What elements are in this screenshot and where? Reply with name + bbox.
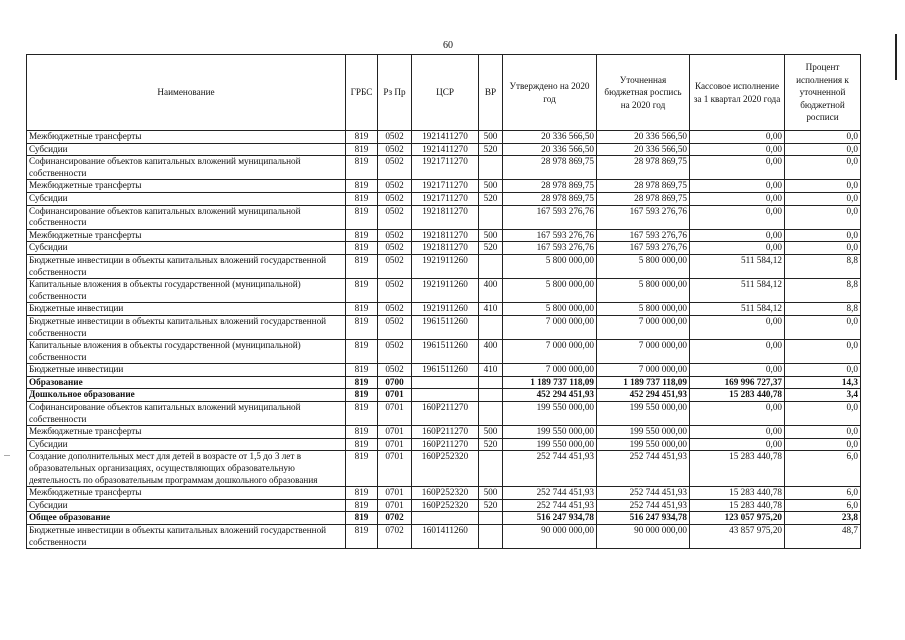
cell-csr: 160P211270 bbox=[412, 426, 479, 439]
cell-cash: 43 857 975,20 bbox=[690, 525, 785, 549]
cell-percent: 0,0 bbox=[785, 402, 861, 426]
cell-percent: 0,0 bbox=[785, 364, 861, 377]
table-row bbox=[27, 143, 861, 156]
table-row bbox=[27, 229, 861, 242]
cell-grbs: 819 bbox=[346, 205, 378, 229]
cell-percent: 0,0 bbox=[785, 205, 861, 229]
cell-rzpr: 0701 bbox=[378, 402, 412, 426]
cell-csr: 1921711270 bbox=[412, 156, 479, 180]
cell-csr: 1921811270 bbox=[412, 229, 479, 242]
cell-cash: 15 283 440,78 bbox=[690, 389, 785, 402]
cell-csr: 160P211270 bbox=[412, 438, 479, 451]
cell-grbs: 819 bbox=[346, 402, 378, 426]
cell-grbs: 819 bbox=[346, 438, 378, 451]
cell-name: Межбюджетные трансферты bbox=[27, 426, 346, 439]
cell-approved: 167 593 276,76 bbox=[503, 205, 597, 229]
cell-refined: 20 336 566,50 bbox=[597, 131, 690, 144]
margin-rule bbox=[895, 34, 897, 80]
cell-percent: 8,8 bbox=[785, 279, 861, 303]
table-row bbox=[27, 487, 861, 500]
cell-percent: 3,4 bbox=[785, 389, 861, 402]
cell-name: Капитальные вложения в объекты государственной (муниципальной) собственности bbox=[27, 279, 346, 303]
cell-rzpr: 0502 bbox=[378, 205, 412, 229]
cell-refined: 90 000 000,00 bbox=[597, 525, 690, 549]
cell-rzpr: 0502 bbox=[378, 340, 412, 364]
cell-approved: 5 800 000,00 bbox=[503, 254, 597, 278]
cell-grbs: 819 bbox=[346, 242, 378, 255]
cell-rzpr: 0700 bbox=[378, 376, 412, 389]
cell-name: Субсидии bbox=[27, 499, 346, 512]
cell-rzpr: 0502 bbox=[378, 143, 412, 156]
cell-percent: 14,3 bbox=[785, 376, 861, 389]
cell-vr: 520 bbox=[479, 242, 503, 255]
cell-vr: 500 bbox=[479, 487, 503, 500]
cell-vr: 500 bbox=[479, 229, 503, 242]
cell-rzpr: 0502 bbox=[378, 254, 412, 278]
cell-cash: 0,00 bbox=[690, 180, 785, 193]
cell-rzpr: 0701 bbox=[378, 451, 412, 487]
table-row bbox=[27, 242, 861, 255]
cell-csr bbox=[412, 512, 479, 525]
cell-grbs: 819 bbox=[346, 279, 378, 303]
table-row bbox=[27, 364, 861, 377]
cell-cash: 123 057 975,20 bbox=[690, 512, 785, 525]
cell-vr bbox=[479, 156, 503, 180]
table-row bbox=[27, 402, 861, 426]
cell-percent: 0,0 bbox=[785, 340, 861, 364]
header-refined: Уточненная бюджетная роспись на 2020 год bbox=[597, 55, 690, 131]
cell-cash: 0,00 bbox=[690, 426, 785, 439]
cell-name: Бюджетные инвестиции bbox=[27, 364, 346, 377]
cell-approved: 7 000 000,00 bbox=[503, 340, 597, 364]
cell-approved: 167 593 276,76 bbox=[503, 242, 597, 255]
cell-percent: 48,7 bbox=[785, 525, 861, 549]
cell-grbs: 819 bbox=[346, 499, 378, 512]
cell-cash: 0,00 bbox=[690, 364, 785, 377]
cell-approved: 7 000 000,00 bbox=[503, 364, 597, 377]
cell-rzpr: 0701 bbox=[378, 426, 412, 439]
cell-vr bbox=[479, 402, 503, 426]
cell-cash: 0,00 bbox=[690, 242, 785, 255]
table-row bbox=[27, 254, 861, 278]
cell-percent: 0,0 bbox=[785, 438, 861, 451]
cell-grbs: 819 bbox=[346, 376, 378, 389]
table-row bbox=[27, 426, 861, 439]
cell-grbs: 819 bbox=[346, 254, 378, 278]
table-row bbox=[27, 525, 861, 549]
cell-vr bbox=[479, 315, 503, 339]
cell-vr bbox=[479, 254, 503, 278]
cell-csr: 160P211270 bbox=[412, 402, 479, 426]
table-row bbox=[27, 131, 861, 144]
cell-name: Софинансирование объектов капитальных вложений муниципальной собственности bbox=[27, 402, 346, 426]
table-row bbox=[27, 376, 861, 389]
cell-name: Субсидии bbox=[27, 242, 346, 255]
cell-name: Бюджетные инвестиции в объекты капитальных вложений государственной собственности bbox=[27, 254, 346, 278]
cell-cash: 511 584,12 bbox=[690, 254, 785, 278]
cell-refined: 7 000 000,00 bbox=[597, 340, 690, 364]
header-rzpr: Рз Пр bbox=[378, 55, 412, 131]
table-body bbox=[27, 131, 861, 549]
cell-percent: 6,0 bbox=[785, 487, 861, 500]
cell-rzpr: 0701 bbox=[378, 499, 412, 512]
cell-vr bbox=[479, 525, 503, 549]
cell-csr: 1921711270 bbox=[412, 192, 479, 205]
cell-vr: 500 bbox=[479, 131, 503, 144]
cell-cash: 511 584,12 bbox=[690, 303, 785, 316]
cell-rzpr: 0701 bbox=[378, 389, 412, 402]
table-row bbox=[27, 499, 861, 512]
cell-name: Бюджетные инвестиции в объекты капитальных вложений государственной собственности bbox=[27, 315, 346, 339]
cell-csr: 1921911260 bbox=[412, 279, 479, 303]
cell-name: Капитальные вложения в объекты государственной (муниципальной) собственности bbox=[27, 340, 346, 364]
cell-vr: 410 bbox=[479, 303, 503, 316]
cell-refined: 199 550 000,00 bbox=[597, 438, 690, 451]
cell-approved: 252 744 451,93 bbox=[503, 499, 597, 512]
cell-grbs: 819 bbox=[346, 229, 378, 242]
table-row bbox=[27, 279, 861, 303]
cell-grbs: 819 bbox=[346, 131, 378, 144]
table-row bbox=[27, 315, 861, 339]
cell-percent: 0,0 bbox=[785, 143, 861, 156]
table-row bbox=[27, 451, 861, 487]
cell-rzpr: 0502 bbox=[378, 192, 412, 205]
cell-approved: 452 294 451,93 bbox=[503, 389, 597, 402]
cell-refined: 7 000 000,00 bbox=[597, 315, 690, 339]
cell-cash: 15 283 440,78 bbox=[690, 451, 785, 487]
cell-grbs: 819 bbox=[346, 303, 378, 316]
cell-rzpr: 0502 bbox=[378, 303, 412, 316]
cell-name: Межбюджетные трансферты bbox=[27, 131, 346, 144]
cell-cash: 0,00 bbox=[690, 205, 785, 229]
cell-refined: 252 744 451,93 bbox=[597, 487, 690, 500]
cell-grbs: 819 bbox=[346, 451, 378, 487]
cell-approved: 28 978 869,75 bbox=[503, 156, 597, 180]
cell-name: Межбюджетные трансферты bbox=[27, 229, 346, 242]
cell-refined: 1 189 737 118,09 bbox=[597, 376, 690, 389]
cell-refined: 5 800 000,00 bbox=[597, 303, 690, 316]
page-number: 60 bbox=[443, 40, 453, 51]
cell-approved: 199 550 000,00 bbox=[503, 426, 597, 439]
cell-cash: 0,00 bbox=[690, 229, 785, 242]
cell-grbs: 819 bbox=[346, 192, 378, 205]
cell-approved: 199 550 000,00 bbox=[503, 438, 597, 451]
cell-approved: 516 247 934,78 bbox=[503, 512, 597, 525]
header-csr: ЦСР bbox=[412, 55, 479, 131]
cell-percent: 23,8 bbox=[785, 512, 861, 525]
cell-refined: 252 744 451,93 bbox=[597, 451, 690, 487]
cell-csr: 1921811270 bbox=[412, 242, 479, 255]
cell-approved: 90 000 000,00 bbox=[503, 525, 597, 549]
table-row bbox=[27, 180, 861, 193]
cell-percent: 6,0 bbox=[785, 451, 861, 487]
cell-name: Межбюджетные трансферты bbox=[27, 487, 346, 500]
header-percent: Процент исполнения к уточненной бюджетной росписи bbox=[785, 55, 861, 131]
cell-csr: 160P252320 bbox=[412, 487, 479, 500]
cell-rzpr: 0701 bbox=[378, 438, 412, 451]
cell-csr bbox=[412, 376, 479, 389]
table-row bbox=[27, 205, 861, 229]
cell-csr: 1601411260 bbox=[412, 525, 479, 549]
cell-cash: 15 283 440,78 bbox=[690, 487, 785, 500]
cell-grbs: 819 bbox=[346, 340, 378, 364]
cell-name: Бюджетные инвестиции bbox=[27, 303, 346, 316]
cell-refined: 167 593 276,76 bbox=[597, 205, 690, 229]
cell-csr: 1921911260 bbox=[412, 254, 479, 278]
cell-refined: 252 744 451,93 bbox=[597, 499, 690, 512]
table-row bbox=[27, 438, 861, 451]
table-header-row bbox=[27, 55, 861, 131]
cell-approved: 28 978 869,75 bbox=[503, 192, 597, 205]
cell-percent: 8,8 bbox=[785, 303, 861, 316]
cell-percent: 0,0 bbox=[785, 180, 861, 193]
cell-percent: 0,0 bbox=[785, 229, 861, 242]
cell-csr: 160P252320 bbox=[412, 499, 479, 512]
cell-grbs: 819 bbox=[346, 389, 378, 402]
cell-refined: 28 978 869,75 bbox=[597, 180, 690, 193]
cell-name: Бюджетные инвестиции в объекты капитальных вложений государственной собственности bbox=[27, 525, 346, 549]
table-row bbox=[27, 512, 861, 525]
cell-approved: 167 593 276,76 bbox=[503, 229, 597, 242]
cell-name: Создание дополнительных мест для детей в возрасте от 1,5 до 3 лет в образовательных организациях, осуществляющих образовательную деятельность по образовательным программам дошкольного образования bbox=[27, 451, 346, 487]
header-name: Наименование bbox=[27, 55, 346, 131]
cell-cash: 0,00 bbox=[690, 143, 785, 156]
budget-execution-table bbox=[26, 54, 861, 549]
cell-percent: 6,0 bbox=[785, 499, 861, 512]
cell-rzpr: 0502 bbox=[378, 180, 412, 193]
table-row bbox=[27, 156, 861, 180]
cell-cash: 169 996 727,37 bbox=[690, 376, 785, 389]
cell-cash: 511 584,12 bbox=[690, 279, 785, 303]
cell-percent: 0,0 bbox=[785, 242, 861, 255]
cell-percent: 0,0 bbox=[785, 131, 861, 144]
cell-csr: 1961511260 bbox=[412, 315, 479, 339]
cell-vr bbox=[479, 376, 503, 389]
cell-cash: 0,00 bbox=[690, 340, 785, 364]
cell-approved: 20 336 566,50 bbox=[503, 131, 597, 144]
cell-cash: 0,00 bbox=[690, 402, 785, 426]
cell-refined: 516 247 934,78 bbox=[597, 512, 690, 525]
cell-rzpr: 0701 bbox=[378, 487, 412, 500]
cell-vr: 500 bbox=[479, 426, 503, 439]
cell-rzpr: 0502 bbox=[378, 131, 412, 144]
edge-mark bbox=[4, 455, 10, 456]
cell-percent: 0,0 bbox=[785, 156, 861, 180]
header-cash: Кассовое исполнение за 1 квартал 2020 года bbox=[690, 55, 785, 131]
cell-name: Образование bbox=[27, 376, 346, 389]
cell-rzpr: 0502 bbox=[378, 279, 412, 303]
cell-refined: 5 800 000,00 bbox=[597, 279, 690, 303]
cell-approved: 20 336 566,50 bbox=[503, 143, 597, 156]
cell-refined: 28 978 869,75 bbox=[597, 192, 690, 205]
cell-approved: 5 800 000,00 bbox=[503, 279, 597, 303]
cell-name: Софинансирование объектов капитальных вложений муниципальной собственности bbox=[27, 205, 346, 229]
cell-csr: 1921811270 bbox=[412, 205, 479, 229]
cell-cash: 0,00 bbox=[690, 438, 785, 451]
cell-vr: 520 bbox=[479, 499, 503, 512]
cell-name: Дошкольное образование bbox=[27, 389, 346, 402]
cell-rzpr: 0502 bbox=[378, 229, 412, 242]
cell-grbs: 819 bbox=[346, 487, 378, 500]
cell-vr: 520 bbox=[479, 143, 503, 156]
cell-approved: 28 978 869,75 bbox=[503, 180, 597, 193]
cell-approved: 7 000 000,00 bbox=[503, 315, 597, 339]
cell-rzpr: 0502 bbox=[378, 242, 412, 255]
cell-vr bbox=[479, 451, 503, 487]
cell-name: Общее образование bbox=[27, 512, 346, 525]
cell-csr: 160P252320 bbox=[412, 451, 479, 487]
cell-rzpr: 0502 bbox=[378, 156, 412, 180]
cell-vr: 500 bbox=[479, 180, 503, 193]
cell-rzpr: 0702 bbox=[378, 512, 412, 525]
cell-percent: 0,0 bbox=[785, 192, 861, 205]
cell-grbs: 819 bbox=[346, 364, 378, 377]
cell-vr: 520 bbox=[479, 438, 503, 451]
header-grbs: ГРБС bbox=[346, 55, 378, 131]
cell-vr bbox=[479, 512, 503, 525]
cell-refined: 20 336 566,50 bbox=[597, 143, 690, 156]
cell-name: Софинансирование объектов капитальных вложений муниципальной собственности bbox=[27, 156, 346, 180]
cell-percent: 0,0 bbox=[785, 315, 861, 339]
cell-grbs: 819 bbox=[346, 143, 378, 156]
cell-cash: 0,00 bbox=[690, 192, 785, 205]
table-row bbox=[27, 192, 861, 205]
cell-vr bbox=[479, 205, 503, 229]
table-row bbox=[27, 389, 861, 402]
cell-refined: 199 550 000,00 bbox=[597, 402, 690, 426]
cell-grbs: 819 bbox=[346, 180, 378, 193]
cell-cash: 0,00 bbox=[690, 156, 785, 180]
cell-name: Субсидии bbox=[27, 438, 346, 451]
cell-grbs: 819 bbox=[346, 426, 378, 439]
cell-csr bbox=[412, 389, 479, 402]
cell-cash: 15 283 440,78 bbox=[690, 499, 785, 512]
cell-name: Субсидии bbox=[27, 192, 346, 205]
cell-percent: 8,8 bbox=[785, 254, 861, 278]
cell-name: Межбюджетные трансферты bbox=[27, 180, 346, 193]
cell-name: Субсидии bbox=[27, 143, 346, 156]
cell-vr: 400 bbox=[479, 279, 503, 303]
header-vr: ВР bbox=[479, 55, 503, 131]
cell-csr: 1961511260 bbox=[412, 364, 479, 377]
cell-grbs: 819 bbox=[346, 156, 378, 180]
cell-vr bbox=[479, 389, 503, 402]
cell-refined: 167 593 276,76 bbox=[597, 229, 690, 242]
cell-vr: 400 bbox=[479, 340, 503, 364]
cell-vr: 410 bbox=[479, 364, 503, 377]
cell-approved: 199 550 000,00 bbox=[503, 402, 597, 426]
table-row bbox=[27, 303, 861, 316]
cell-approved: 1 189 737 118,09 bbox=[503, 376, 597, 389]
cell-refined: 167 593 276,76 bbox=[597, 242, 690, 255]
cell-refined: 199 550 000,00 bbox=[597, 426, 690, 439]
cell-refined: 7 000 000,00 bbox=[597, 364, 690, 377]
cell-grbs: 819 bbox=[346, 525, 378, 549]
cell-refined: 452 294 451,93 bbox=[597, 389, 690, 402]
cell-csr: 1921711270 bbox=[412, 180, 479, 193]
cell-rzpr: 0502 bbox=[378, 315, 412, 339]
cell-csr: 1961511260 bbox=[412, 340, 479, 364]
cell-csr: 1921411270 bbox=[412, 143, 479, 156]
cell-cash: 0,00 bbox=[690, 315, 785, 339]
cell-refined: 28 978 869,75 bbox=[597, 156, 690, 180]
cell-approved: 5 800 000,00 bbox=[503, 303, 597, 316]
cell-csr: 1921911260 bbox=[412, 303, 479, 316]
cell-percent: 0,0 bbox=[785, 426, 861, 439]
cell-approved: 252 744 451,93 bbox=[503, 487, 597, 500]
header-approved: Утверждено на 2020 год bbox=[503, 55, 597, 131]
cell-refined: 5 800 000,00 bbox=[597, 254, 690, 278]
cell-approved: 252 744 451,93 bbox=[503, 451, 597, 487]
cell-rzpr: 0702 bbox=[378, 525, 412, 549]
cell-rzpr: 0502 bbox=[378, 364, 412, 377]
table-row bbox=[27, 340, 861, 364]
cell-grbs: 819 bbox=[346, 315, 378, 339]
cell-grbs: 819 bbox=[346, 512, 378, 525]
cell-csr: 1921411270 bbox=[412, 131, 479, 144]
cell-cash: 0,00 bbox=[690, 131, 785, 144]
cell-vr: 520 bbox=[479, 192, 503, 205]
